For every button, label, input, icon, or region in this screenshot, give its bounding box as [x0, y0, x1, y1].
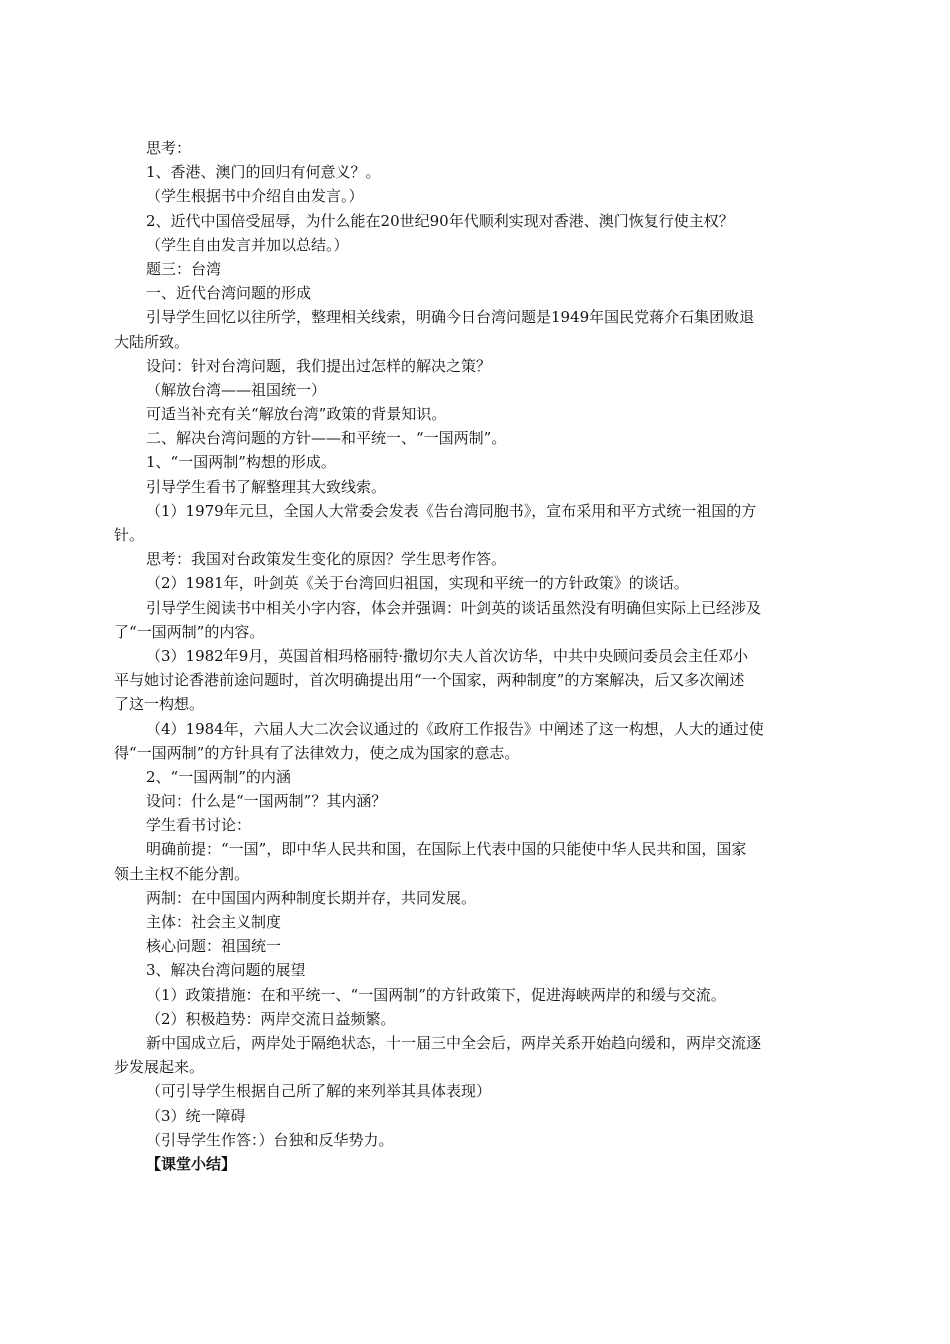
text-line: 新中国成立后，两岸处于隔绝状态，十一届三中全会后，两岸关系开始趋向缓和，两岸交流逐 [146, 1033, 762, 1052]
text-line: 了“一国两制”的内容。 [114, 622, 265, 641]
text-line: 明确前提：“一国”，即中华人民共和国，在国际上代表中国的只能使中华人民共和国，国家 [146, 840, 747, 859]
text-line: （4）1984年，六届人大二次会议通过的《政府工作报告》中阐述了这一构想，人大的通过使 [146, 719, 764, 738]
text-line: 2、近代中国倍受屈辱，为什么能在20世纪90年代顺利实现对香港、澳门恢复行使主权？ [146, 211, 734, 230]
text-line: （3）统一障碍 [146, 1106, 246, 1125]
text-line: 两制：在中国国内两种制度长期并存，共同发展。 [146, 888, 477, 907]
text-line: （解放台湾——祖国统一） [146, 380, 327, 399]
text-line: 领土主权不能分割。 [114, 864, 250, 883]
text-line: 可适当补充有关“解放台湾”政策的背景知识。 [146, 405, 447, 424]
text-line: （3）1982年9月，英国首相玛格丽特·撒切尔夫人首次访华，中共中央顾问委员会主任邓小 [146, 646, 749, 665]
text-line: （2）1981年，叶剑英《关于台湾回归祖国，实现和平统一的方针政策》的谈话。 [146, 574, 689, 593]
text-line: 1、香港、澳门的回归有何意义？。 [146, 163, 381, 182]
text-line: （2）积极趋势：两岸交流日益频繁。 [146, 1009, 396, 1028]
text-line: 得“一国两制”的方针具有了法律效力，使之成为国家的意志。 [114, 743, 520, 762]
text-line: 学生看书讨论： [146, 816, 252, 835]
text-line: （可引导学生根据自己所了解的来列举其具体表现） [146, 1082, 492, 1101]
text-line: 1、“一国两制”构想的形成。 [146, 453, 336, 472]
document-page [114, 136, 842, 1176]
text-line: 核心问题：祖国统一 [146, 937, 282, 956]
section-heading: 【课堂小结】 [146, 1154, 237, 1173]
text-line: 主体：社会主义制度 [146, 913, 282, 931]
text-line: 引导学生回忆以往所学，整理相关线索，明确今日台湾问题是1949年国民党蒋介石集团败退 [146, 308, 755, 327]
text-line: （学生根据书中介绍自由发言。） [146, 187, 364, 206]
text-line: 二、解决台湾问题的方针——和平统一、“一国两制”。 [146, 429, 507, 448]
text-line: 思考： [146, 139, 192, 157]
text-line: 步发展起来。 [114, 1058, 205, 1077]
text-line: 针。 [114, 526, 145, 544]
text-line: （引导学生作答：）台独和反华势力。 [146, 1130, 394, 1149]
text-line: 思考：我国对台政策发生变化的原因？学生思考作答。 [146, 550, 507, 569]
text-line: 2、“一国两制”的内涵 [146, 767, 291, 786]
text-line: 一、近代台湾问题的形成 [146, 284, 312, 303]
text-line: 题三：台湾 [146, 259, 222, 278]
text-line: （1）政策措施：在和平统一、“一国两制”的方针政策下，促进海峡两岸的和缓与交流。 [146, 985, 726, 1004]
text-line: 设问：针对台湾问题，我们提出过怎样的解决之策？ [146, 356, 492, 375]
text-line: 设问：什么是“一国两制”？其内涵？ [146, 792, 387, 811]
text-line: 大陆所致。 [114, 332, 190, 351]
text-line: 了这一构想。 [114, 695, 205, 714]
text-line: 3、解决台湾问题的展望 [146, 961, 306, 980]
text-line: 引导学生看书了解整理其大致线索。 [146, 477, 387, 496]
text-line: （学生自由发言并加以总结。） [146, 235, 349, 254]
text-line: 引导学生阅读书中相关小字内容，体会并强调：叶剑英的谈话虽然没有明确但实际上已经涉及 [146, 598, 762, 617]
text-line: 平与她讨论香港前途问题时，首次明确提出用“一个国家，两种制度”的方案解决，后又多次阐述 [114, 671, 745, 690]
text-line: （1）1979年元旦，全国人大常委会发表《告台湾同胞书》，宣布采用和平方式统一祖国的方 [146, 501, 757, 520]
